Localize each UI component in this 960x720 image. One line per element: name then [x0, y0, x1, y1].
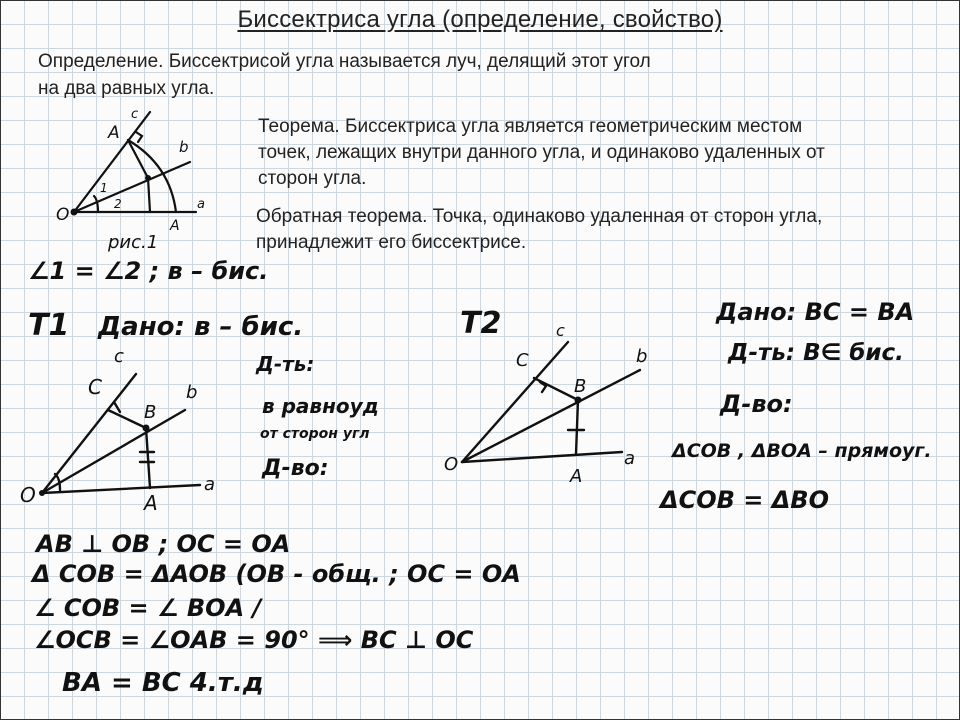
- t1-prove-text-1: в равноуд: [262, 394, 379, 418]
- t2-label-a-ray: a: [624, 448, 636, 469]
- t2-ray-a: [462, 452, 622, 462]
- t1-proof-label: Д-во:: [262, 456, 329, 481]
- t2-step-2: ΔCOB = ΔBO: [660, 486, 829, 514]
- converse-line-1: Обратная теорема. Точка, одинаково удаленная от сторон угла,: [256, 206, 823, 227]
- t1-ray-b: [42, 410, 185, 493]
- t2-label-c-small: c: [556, 321, 565, 340]
- t1-label-c: C: [88, 375, 102, 399]
- t1-given: Дано: в – бис.: [98, 312, 304, 342]
- fig1-arc: [128, 140, 176, 212]
- t2-ray-c: [462, 342, 568, 462]
- note-angles-equal: ∠1 = ∠2 ; в – бис.: [28, 257, 269, 285]
- theorem-line-3: сторон угла.: [258, 168, 367, 189]
- proof1-line-4: ∠OCB = ∠OAB = 90° ⟹ BC ⊥ OC: [34, 626, 474, 654]
- proof1-line-5: BA = BC 4.т.д: [62, 668, 264, 698]
- t1-prove-text-2: от сторон угл: [260, 426, 370, 442]
- fig1-label-c: c: [131, 107, 139, 122]
- t1-perp-a: [146, 428, 150, 488]
- t1-tick: [114, 402, 120, 412]
- t2-given: Дано: BC = BA: [716, 298, 915, 326]
- t1-label-o: O: [20, 483, 36, 507]
- fig1-label-o: O: [56, 205, 70, 225]
- fig1-right-mark: [136, 132, 142, 142]
- t2-prove: Д-ть: B∈ бис.: [728, 340, 904, 366]
- fig1-caption: рис.1: [108, 232, 159, 253]
- t1-perp-c: [108, 410, 146, 428]
- fig1-label-a-top: A: [108, 123, 120, 143]
- theorem-line-1: Теорема. Биссектриса угла является геометрическим местом: [258, 116, 803, 137]
- page-title: Биссектриса угла (определение, свойство): [237, 6, 723, 33]
- definition-line-1: Определение. Биссектрисой угла называется луч, делящий этот угол: [38, 51, 651, 72]
- fig1-perp-2: [148, 178, 150, 212]
- t2-label-b-ray: b: [636, 346, 648, 367]
- proof1-line-2: Δ COB = ΔAOB (OB - общ. ; OC = OA: [32, 560, 521, 588]
- fig1-label-b: b: [179, 138, 189, 156]
- fig1-point-o: [71, 209, 78, 216]
- t1-point-b: [143, 425, 150, 432]
- fig1-angle-1: 1: [100, 181, 108, 195]
- t2-heading: T2: [460, 306, 502, 341]
- definition-line-2: на два равных угла.: [38, 78, 215, 99]
- proof1-line-1: AB ⊥ OB ; OC = OA: [36, 530, 291, 558]
- t1-ray-a: [42, 485, 200, 493]
- t1-label-b-point: B: [144, 402, 157, 423]
- t2-perp-a: [576, 400, 578, 454]
- t2-point-b: [575, 397, 582, 404]
- fig1-label-a-bottom: A: [170, 218, 180, 234]
- proof1-line-3: ∠ COB = ∠ BOA /: [34, 594, 262, 622]
- fig1-point: [145, 175, 151, 181]
- t2-proof-label: Д-во:: [720, 390, 793, 418]
- t1-label-a-point: A: [144, 491, 158, 515]
- fig1-ray-b: [74, 162, 190, 212]
- t1-point-o: [39, 490, 45, 496]
- t2-label-b-point: B: [574, 376, 587, 397]
- t1-label-b-ray: b: [186, 382, 198, 403]
- t2-label-a-point: A: [570, 466, 583, 487]
- t1-label-c-small: c: [114, 346, 124, 367]
- t2-label-c: C: [516, 350, 529, 371]
- fig1-angle-2: 2: [114, 197, 122, 211]
- t1-label-a-ray: a: [204, 474, 216, 495]
- t2-ray-b: [462, 370, 640, 462]
- converse-line-2: принадлежит его биссектрисе.: [256, 232, 527, 253]
- t1-prove: Д-ть:: [256, 352, 315, 376]
- t2-step-1: ΔCOB , ΔBOA – прямоуг.: [672, 440, 932, 462]
- t1-angle-arc: [55, 474, 60, 490]
- theorem-line-2: точек, лежащих внутри данного угла, и одинаково удаленных от: [258, 142, 825, 163]
- t2-label-o: O: [444, 454, 459, 475]
- t1-heading: T1: [28, 308, 70, 343]
- fig1-label-a: a: [197, 197, 205, 212]
